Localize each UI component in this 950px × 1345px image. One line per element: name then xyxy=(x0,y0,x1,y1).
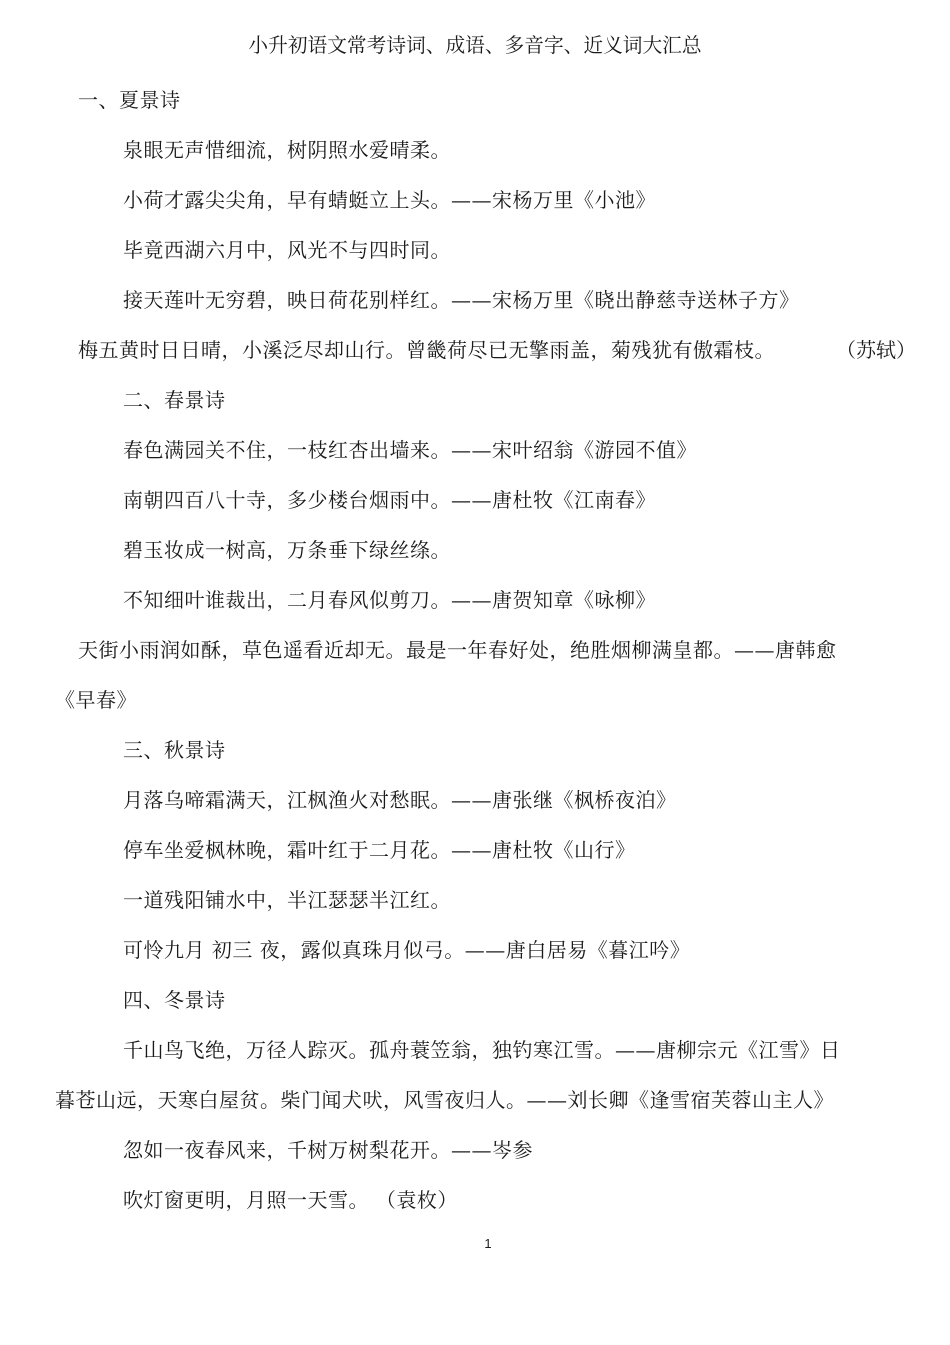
poem-line: 暮苍山远，天寒白屋贫。柴门闻犬吠，风雪夜归人。——刘长卿《逢雪宿芙蓉山主人》 xyxy=(55,1088,834,1112)
poem-line: 碧玉妆成一树高，万条垂下绿丝绦。 xyxy=(123,538,451,562)
poem-line: 小荷才露尖尖角，早有蜻蜓立上头。——宋杨万里《小池》 xyxy=(123,188,656,212)
poem-line: 千山鸟飞绝，万径人踪灭。孤舟蓑笠翁，独钓寒江雪。——唐柳宗元《江雪》日 xyxy=(123,1038,841,1062)
poem-line: 不知细叶谁裁出，二月春风似剪刀。——唐贺知章《咏柳》 xyxy=(123,588,656,612)
poem-line: 毕竟西湖六月中，风光不与四时同。 xyxy=(123,238,451,262)
page-number: 1 xyxy=(484,1236,492,1251)
poem-line: 梅五黄时日日晴，小溪泛尽却山行。曾畿荷尽已无擎雨盖，菊残犹有傲霜枝。 xyxy=(78,338,775,362)
poem-line: 可怜九月 初三 夜，露似真珠月似弓。——唐白居易《暮江吟》 xyxy=(123,938,691,962)
section-heading-spring: 二、春景诗 xyxy=(123,388,226,412)
poem-line: 月落乌啼霜满天，江枫渔火对愁眠。——唐张继《枫桥夜泊》 xyxy=(123,788,677,812)
poem-line: 停车坐爱枫林晚，霜叶红于二月花。——唐杜牧《山行》 xyxy=(123,838,636,862)
poem-line: 接天莲叶无穷碧，映日荷花别样红。——宋杨万里《晓出静慈寺送林子方》 xyxy=(123,288,800,312)
poem-line: 一道残阳铺水中，半江瑟瑟半江红。 xyxy=(123,888,451,912)
poem-line: 南朝四百八十寺，多少楼台烟雨中。——唐杜牧《江南春》 xyxy=(123,488,656,512)
section-heading-winter: 四、冬景诗 xyxy=(123,988,226,1012)
poem-line: 吹灯窗更明，月照一天雪。 （袁枚） xyxy=(123,1188,458,1212)
poem-line: 泉眼无声惜细流，树阴照水爱晴柔。 xyxy=(123,138,451,162)
section-heading-autumn: 三、秋景诗 xyxy=(123,738,226,762)
poem-line: 《早春》 xyxy=(55,688,137,712)
poem-line: 春色满园关不住，一枝红杏出墙来。——宋叶绍翁《游园不值》 xyxy=(123,438,697,462)
poem-attribution: （苏轼） xyxy=(836,338,916,362)
section-heading-summer: 一、夏景诗 xyxy=(78,88,181,112)
document-title: 小升初语文常考诗词、成语、多音字、近义词大汇总 xyxy=(248,34,702,57)
poem-line: 天街小雨润如酥，草色遥看近却无。最是一年春好处，绝胜烟柳满皇都。——唐韩愈 xyxy=(78,638,837,662)
poem-line: 忽如一夜春风来，千树万树梨花开。——岑参 xyxy=(123,1138,533,1162)
